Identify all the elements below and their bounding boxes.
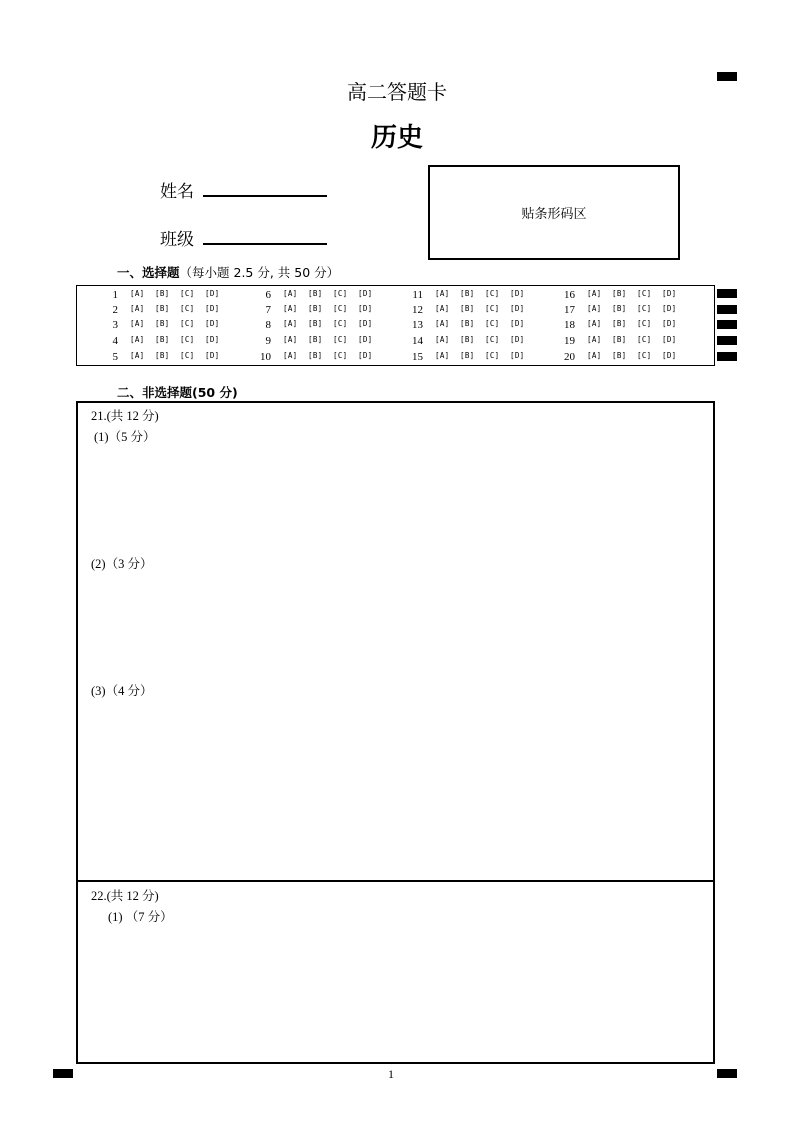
question-number: 19 <box>564 335 575 347</box>
answer-option-bubble[interactable]: [C] <box>333 351 348 360</box>
answer-option-bubble[interactable]: [C] <box>180 319 195 328</box>
answer-option-bubble[interactable]: [A] <box>283 351 298 360</box>
answer-option-bubble[interactable]: [C] <box>180 335 195 344</box>
page-number: 1 <box>388 1067 394 1081</box>
answer-option-bubble[interactable]: [C] <box>333 289 348 298</box>
answer-option-bubble[interactable]: [A] <box>283 304 298 313</box>
answer-option-bubble[interactable]: [B] <box>460 351 475 360</box>
answer-option-bubble[interactable]: [A] <box>130 351 145 360</box>
answer-option-bubble[interactable]: [A] <box>283 319 298 328</box>
q22-part-1: (1) （7 分） <box>108 910 173 924</box>
question-number: 5 <box>112 351 118 363</box>
answer-option-bubble[interactable]: [A] <box>587 289 602 298</box>
answer-option-bubble[interactable]: [A] <box>130 304 145 313</box>
answer-option-bubble[interactable]: [D] <box>662 335 677 344</box>
answer-option-bubble[interactable]: [D] <box>205 304 220 313</box>
answer-option-bubble[interactable]: [A] <box>435 319 450 328</box>
question-number: 3 <box>112 319 118 331</box>
class-label: 班级 <box>160 230 194 250</box>
answer-option-bubble[interactable]: [C] <box>637 289 652 298</box>
answer-option-bubble[interactable]: [D] <box>358 335 373 344</box>
answer-option-bubble[interactable]: [D] <box>510 335 525 344</box>
answer-option-bubble[interactable]: [A] <box>587 319 602 328</box>
sheet-title: 高二答题卡 <box>347 80 447 104</box>
answer-option-bubble[interactable]: [A] <box>587 304 602 313</box>
barcode-label: 贴条形码区 <box>521 207 587 222</box>
answer-option-bubble[interactable]: [A] <box>587 335 602 344</box>
answer-option-bubble[interactable]: [A] <box>283 289 298 298</box>
answer-option-bubble[interactable]: [D] <box>358 304 373 313</box>
q21-part-2-answer-space[interactable] <box>78 572 713 677</box>
alignment-marker-row-4 <box>717 336 737 345</box>
answer-option-bubble[interactable]: [B] <box>308 289 323 298</box>
answer-option-bubble[interactable]: [D] <box>662 289 677 298</box>
answer-option-bubble[interactable]: [D] <box>205 335 220 344</box>
answer-option-bubble[interactable]: [D] <box>205 319 220 328</box>
answer-option-bubble[interactable]: [B] <box>155 351 170 360</box>
subject-title: 历史 <box>370 123 423 153</box>
answer-option-bubble[interactable]: [B] <box>612 351 627 360</box>
answer-option-bubble[interactable]: [A] <box>587 351 602 360</box>
answer-option-bubble[interactable]: [C] <box>180 289 195 298</box>
answer-option-bubble[interactable]: [D] <box>205 289 220 298</box>
answer-option-bubble[interactable]: [C] <box>333 304 348 313</box>
answer-option-bubble[interactable]: [C] <box>637 319 652 328</box>
answer-option-bubble[interactable]: [B] <box>612 304 627 313</box>
alignment-marker-row-3 <box>717 320 737 329</box>
answer-option-bubble[interactable]: [C] <box>333 319 348 328</box>
question-number: 11 <box>412 289 423 301</box>
q21-part-1-answer-space[interactable] <box>78 445 713 550</box>
answer-option-bubble[interactable]: [D] <box>662 319 677 328</box>
alignment-marker-row-2 <box>717 305 737 314</box>
answer-option-bubble[interactable]: [A] <box>130 289 145 298</box>
q21-part-3: (3)（4 分） <box>91 684 153 698</box>
question-number: 18 <box>564 319 575 331</box>
answer-option-bubble[interactable]: [D] <box>205 351 220 360</box>
section2-heading: 二、非选择题(50 分) <box>117 385 238 400</box>
question-number: 4 <box>112 335 118 347</box>
answer-option-bubble[interactable]: [B] <box>612 319 627 328</box>
question-number: 17 <box>564 304 575 316</box>
answer-option-bubble[interactable]: [B] <box>155 335 170 344</box>
answer-option-bubble[interactable]: [D] <box>662 351 677 360</box>
answer-option-bubble[interactable]: [B] <box>460 335 475 344</box>
q21-part-3-answer-space[interactable] <box>78 699 713 877</box>
name-field[interactable] <box>203 195 327 197</box>
answer-option-bubble[interactable]: [B] <box>308 304 323 313</box>
answer-option-bubble[interactable]: [D] <box>510 351 525 360</box>
q22-header: 22.(共 12 分) <box>91 889 159 903</box>
answer-option-bubble[interactable]: [A] <box>435 335 450 344</box>
q22-part-1-answer-space[interactable] <box>78 925 713 1061</box>
barcode-area <box>428 165 680 260</box>
q21-header: 21.(共 12 分) <box>91 409 159 423</box>
answer-option-bubble[interactable]: [B] <box>308 319 323 328</box>
answer-option-bubble[interactable]: [A] <box>130 335 145 344</box>
answer-option-bubble[interactable]: [C] <box>637 351 652 360</box>
q21-part-1: (1)（5 分） <box>94 430 156 444</box>
section1-note: （每小题 2.5 分, 共 50 分） <box>179 265 340 280</box>
answer-option-bubble[interactable]: [B] <box>460 289 475 298</box>
answer-option-bubble[interactable]: [C] <box>180 351 195 360</box>
answer-option-bubble[interactable]: [B] <box>612 335 627 344</box>
answer-option-bubble[interactable]: [D] <box>358 319 373 328</box>
question-number: 2 <box>112 304 118 316</box>
answer-option-bubble[interactable]: [C] <box>180 304 195 313</box>
question-number: 14 <box>412 335 423 347</box>
answer-option-bubble[interactable]: [C] <box>485 335 500 344</box>
question-number: 6 <box>265 289 271 301</box>
answer-option-bubble[interactable]: [B] <box>460 304 475 313</box>
question-number: 12 <box>412 304 423 316</box>
alignment-marker-row-5 <box>717 352 737 361</box>
name-label: 姓名 <box>160 182 194 202</box>
question-number: 9 <box>265 335 271 347</box>
answer-option-bubble[interactable]: [D] <box>358 351 373 360</box>
section1-heading <box>117 263 339 281</box>
answer-option-bubble[interactable]: [B] <box>612 289 627 298</box>
answer-option-bubble[interactable]: [B] <box>155 319 170 328</box>
answer-option-bubble[interactable]: [C] <box>485 319 500 328</box>
section1-title: 一、选择题 <box>117 265 180 280</box>
question-divider <box>76 880 715 882</box>
class-field[interactable] <box>203 243 327 245</box>
alignment-marker-row-1 <box>717 289 737 298</box>
answer-option-bubble[interactable]: [C] <box>637 304 652 313</box>
question-number: 1 <box>112 289 118 301</box>
answer-option-bubble[interactable]: [D] <box>510 319 525 328</box>
answer-option-bubble[interactable]: [A] <box>435 289 450 298</box>
answer-option-bubble[interactable]: [B] <box>308 335 323 344</box>
answer-option-bubble[interactable]: [C] <box>485 304 500 313</box>
answer-option-bubble[interactable]: [A] <box>130 319 145 328</box>
question-number: 13 <box>412 319 423 331</box>
answer-option-bubble[interactable]: [A] <box>283 335 298 344</box>
question-number: 8 <box>265 319 271 331</box>
answer-option-bubble[interactable]: [D] <box>662 304 677 313</box>
answer-option-bubble[interactable]: [B] <box>460 319 475 328</box>
answer-option-bubble[interactable]: [D] <box>510 289 525 298</box>
answer-option-bubble[interactable]: [C] <box>637 335 652 344</box>
question-number: 20 <box>564 351 575 363</box>
answer-option-bubble[interactable]: [C] <box>485 289 500 298</box>
question-number: 7 <box>265 304 271 316</box>
question-number: 16 <box>564 289 575 301</box>
answer-option-bubble[interactable]: [B] <box>155 289 170 298</box>
answer-option-bubble[interactable]: [D] <box>358 289 373 298</box>
question-number: 10 <box>260 351 271 363</box>
answer-option-bubble[interactable]: [C] <box>333 335 348 344</box>
answer-option-bubble[interactable]: [D] <box>510 304 525 313</box>
answer-option-bubble[interactable]: [A] <box>435 351 450 360</box>
answer-option-bubble[interactable]: [B] <box>308 351 323 360</box>
answer-option-bubble[interactable]: [B] <box>155 304 170 313</box>
answer-option-bubble[interactable]: [C] <box>485 351 500 360</box>
question-number: 15 <box>412 351 423 363</box>
answer-option-bubble[interactable]: [A] <box>435 304 450 313</box>
q21-part-2: (2)（3 分） <box>91 557 153 571</box>
